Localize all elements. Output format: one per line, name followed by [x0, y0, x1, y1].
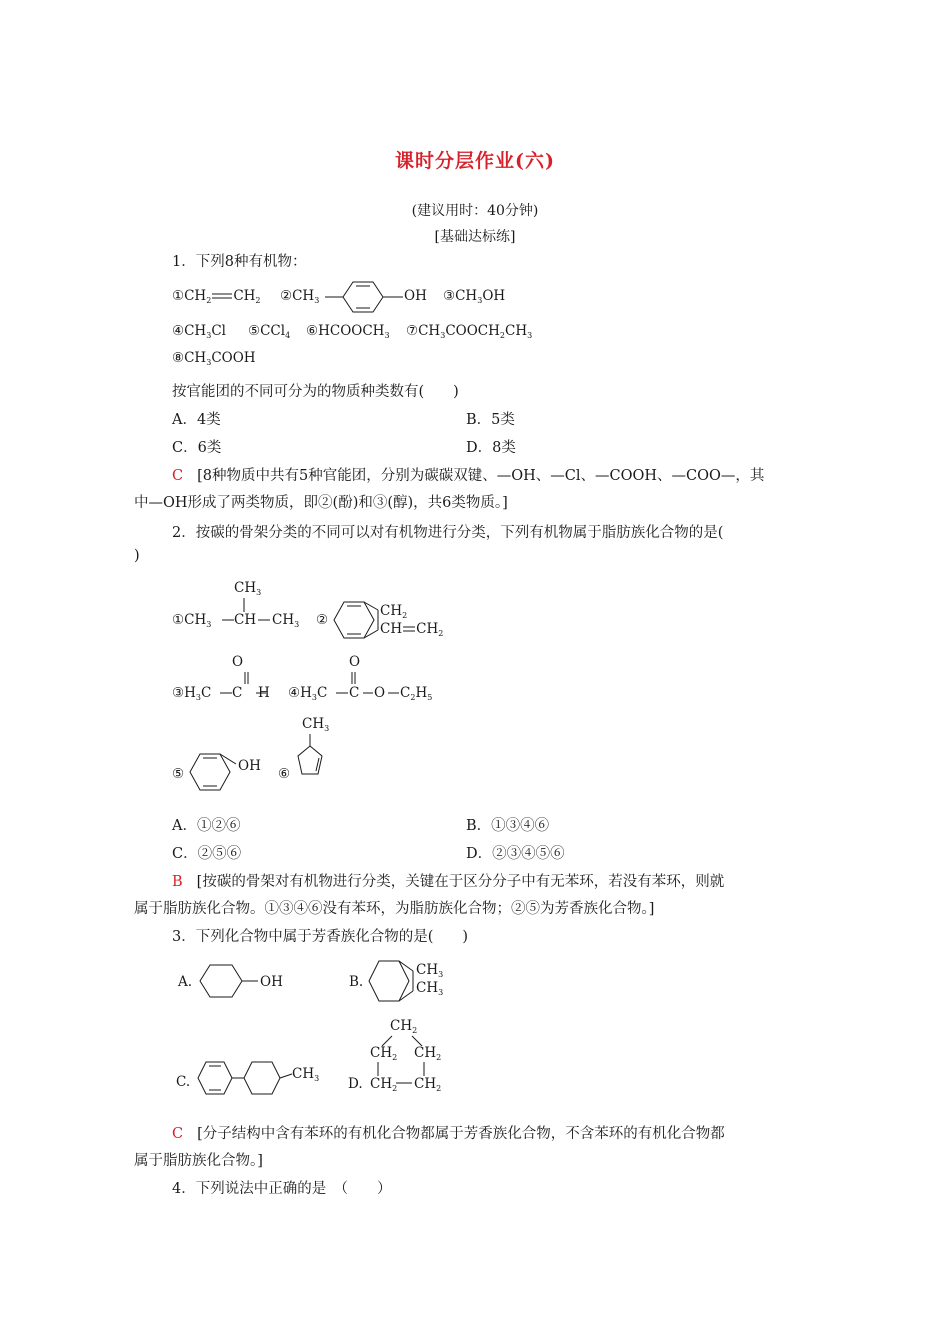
q2-option-a: A．①②⑥	[172, 818, 241, 834]
q2-s3-o: O	[232, 654, 244, 670]
q2-explanation-line-2: 属于脂肪族化合物。①③④⑥没有苯环，为脂肪族化合物；②⑤为芳香族化合物。]	[134, 901, 655, 917]
q1-answer-letter: C	[172, 468, 184, 484]
q2-structure-1: $①CH_3$	[172, 612, 212, 629]
q2-s4-o-top: O	[349, 654, 361, 670]
q2-option-c: C．②⑤⑥	[172, 846, 242, 862]
q2-answer-letter: B	[172, 874, 183, 890]
q2-s3-c: C	[232, 685, 243, 701]
q2-s6-ch3: $CH_3$	[302, 716, 330, 733]
q1-stem: 1．下列8种有机物：	[172, 254, 307, 270]
q2-s5-oh: OH	[238, 758, 261, 774]
q1-item-2-benzene-ring	[325, 280, 415, 314]
q1-item-3: $③CH_3OH$	[443, 288, 506, 305]
q2-structure-4: $④H_3C$	[288, 685, 328, 702]
q3-answer-letter: C	[172, 1126, 184, 1142]
q3-option-a-cyclohexane	[196, 962, 266, 1002]
q2-s3-h: H	[258, 685, 270, 701]
q1-option-a: A．4类	[172, 412, 221, 428]
q1-explanation-line-2: 中—OH形成了两类物质，即②(酚)和③(醇)，共6类物质。]	[134, 495, 508, 511]
q3-stem: 3．下列化合物中属于芳香族化合物的是( )	[172, 929, 469, 945]
q2-structure-5-benzene-ring	[186, 746, 246, 796]
q3-answer	[172, 1122, 725, 1143]
q2-s4-o: O	[374, 685, 386, 701]
q2-answer	[172, 870, 724, 891]
q3-explanation-line-2: 属于脂肪族化合物。]	[134, 1153, 263, 1169]
q2-s1-ch3-top: $CH_3$	[234, 580, 262, 597]
q2-structure-2-benzene-ring	[330, 596, 380, 644]
q1-explanation-line-1: [8种物质中共有5种官能团，分别为碳碳双键、—OH、—Cl、—COOH、—COO—，其	[197, 468, 765, 484]
q2-structure-3-bonds	[210, 668, 270, 698]
q3-option-d-ch2-top: $CH_2$	[390, 1018, 418, 1035]
q1-item-2-label: $②CH_3$	[280, 288, 320, 305]
q3-option-c-phenylcyclohexane	[194, 1052, 304, 1102]
q3-option-d-ch2-left: $CH_2$	[370, 1045, 398, 1062]
q3-option-d-ch2-right: $CH_2$	[414, 1045, 442, 1062]
q3-option-a-oh: OH	[260, 974, 283, 990]
time-note: (建议用时：40分钟)	[411, 203, 539, 219]
q3-option-c-ch3: $CH_3$	[292, 1066, 320, 1083]
section-heading: [基础达标练]	[434, 229, 516, 245]
q1-item-6: $⑥HCOOCH_3$	[306, 323, 390, 340]
q2-s2-ch: CH $CH_2$	[380, 621, 444, 638]
q3-option-c-label: C.	[176, 1074, 191, 1090]
q2-s1-ch: CH	[234, 612, 257, 628]
q2-s4-c2h5: $C_2H_5$	[400, 685, 433, 702]
q1-item-5: ⑤CCl$_4$	[248, 323, 291, 340]
q1-option-d: D．8类	[466, 440, 516, 456]
q3-option-b-ch3-bottom: $CH_3$	[416, 980, 444, 997]
q2-s1-ch3-right: $CH_3$	[272, 612, 300, 629]
q2-option-d: D．②③④⑤⑥	[466, 846, 565, 862]
q3-option-d-ch2-bottom-left: $CH_2$	[370, 1076, 398, 1093]
q3-option-d-cyclopentane-bonds	[368, 1030, 448, 1090]
q1-item-2-oh: OH	[404, 288, 427, 304]
q2-option-b: B．①③④⑥	[466, 818, 550, 834]
q2-explanation-line-1: [按碳的骨架对有机物进行分类，关键在于区分分子中有无苯环，若没有苯环，则就	[196, 874, 725, 890]
q2-s4-c: C	[349, 685, 360, 701]
q1-item-1: $①CH_2$ $CH_2$	[172, 288, 261, 305]
q1-option-c: C．6类	[172, 440, 222, 456]
q3-option-b-label: B.	[349, 974, 364, 990]
q1-item-4: $④CH_3Cl$	[172, 323, 226, 340]
q3-option-d-ch2-bottom-right: $CH_2$	[414, 1076, 442, 1093]
q3-option-b-ch3-top: $CH_3$	[416, 962, 444, 979]
q2-structure-6-num: ⑥	[278, 766, 291, 782]
q2-structure-6-cyclopentene	[294, 732, 334, 780]
page-title: 课时分层作业(六)	[395, 150, 555, 172]
q2-structure-3: $③H_3C$	[172, 685, 212, 702]
q1-item-8: $⑧CH_3COOH$	[172, 350, 256, 367]
q2-stem-line-2: )	[134, 548, 140, 564]
q1-item-7: $⑦CH_3COOCH_2CH_3$	[406, 323, 533, 340]
q4-stem: 4．下列说法中正确的是 （ ）	[172, 1181, 392, 1197]
q1-option-b: B．5类	[466, 412, 515, 428]
q1-question: 按官能团的不同可分为的物质种类数有( )	[172, 384, 459, 400]
q3-option-a-label: A.	[178, 974, 193, 990]
q2-structure-2-num: ②	[316, 612, 329, 628]
q3-explanation-line-1: [分子结构中含有苯环的有机化合物都属于芳香族化合物，不含苯环的有机化合物都	[197, 1126, 725, 1142]
q1-answer	[172, 464, 764, 485]
q2-structure-4-bonds	[326, 668, 406, 698]
q2-s2-ch2: $CH_2$	[380, 603, 408, 620]
q3-option-d-label: D.	[348, 1076, 363, 1092]
q2-structure-5-num: ⑤	[172, 766, 185, 782]
q2-stem-line-1: 2．按碳的骨架分类的不同可以对有机物进行分类，下列有机物属于脂肪族化合物的是(	[172, 525, 724, 541]
